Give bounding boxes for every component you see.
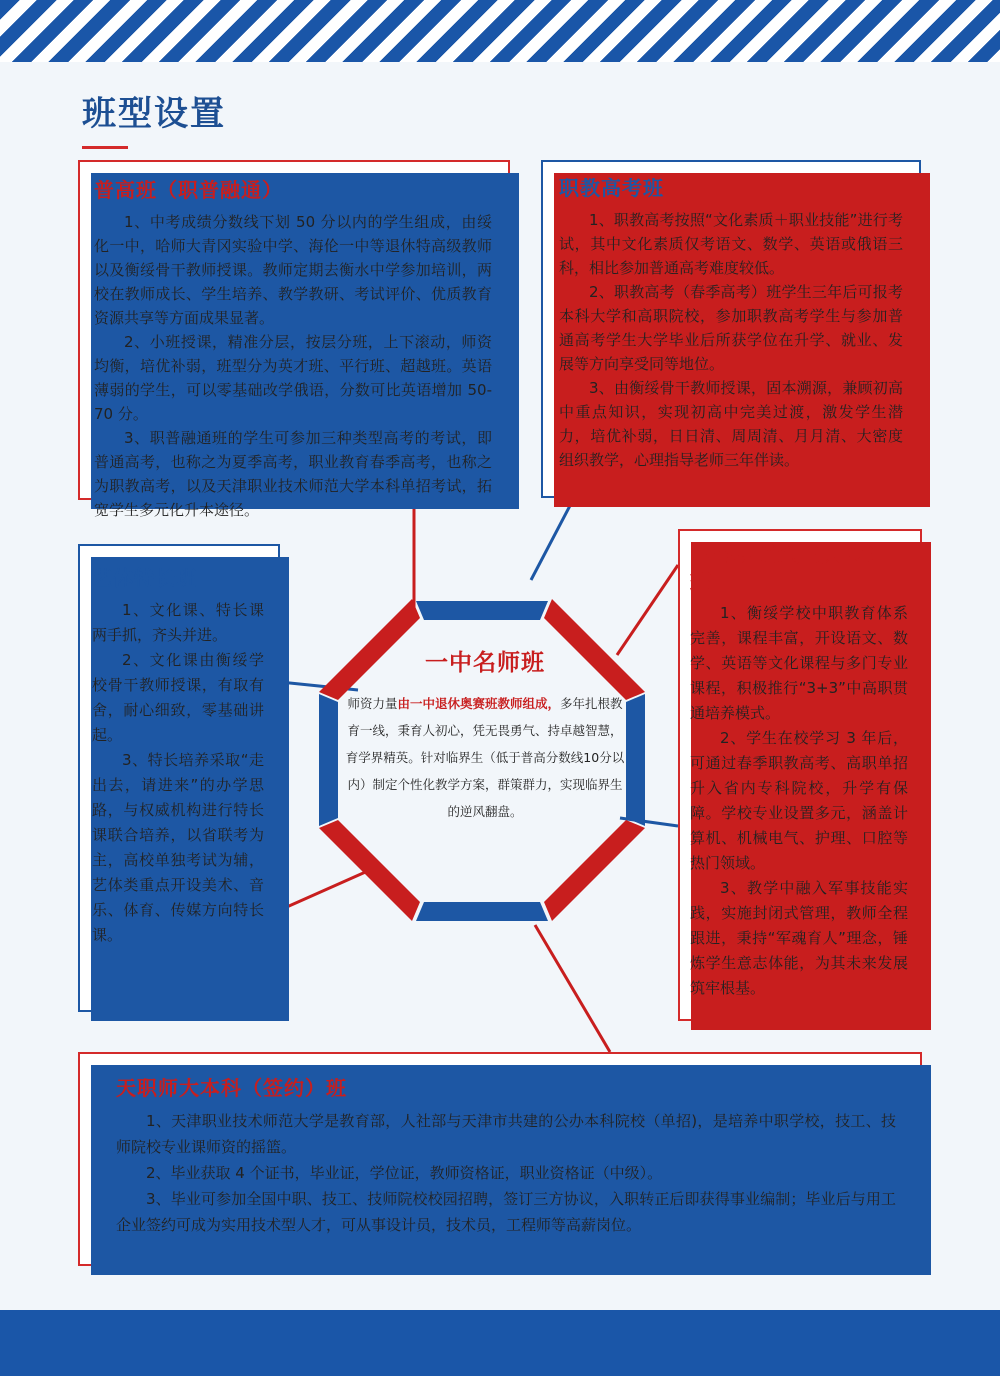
connector-line-right-upper xyxy=(617,565,678,655)
octagon-segment-bottom xyxy=(416,902,548,921)
zhong-gao-paragraph-2: 2、学生在校学习 3 年后，可通过春季职教高考、高职单招升入省内专科院校，升学有保障。学校专业设置多元，涵盖计算机、机械电气、护理、口腔等热门领域。 xyxy=(690,729,908,872)
yi-ti-paragraph-1: 1、文化课、特长课两手抓，齐头并进。 xyxy=(92,601,264,644)
center-text-prefix: 师资力量 xyxy=(347,696,398,711)
octagon-segment-right xyxy=(626,694,645,826)
zhi-jiao-class-box xyxy=(541,160,921,498)
pu-gao-class-title: 普高班（职普融通） xyxy=(94,178,283,202)
zhong-gao-paragraph-1: 1、衡绥学校中职教育体系完善，课程丰富，开设语文、数学、英语等文化课程与多门专业课程，积极推行“3+3”中高职贯通培养模式。 xyxy=(690,604,908,722)
yi-ti-paragraph-3: 3、特长培养采取“走出去，请进来”的办学思路，与权威机构进行特长课联合培养，以省联考为主，高校单独考试为辅，艺体类重点开设美术、音乐、体育、传媒方向特长课。 xyxy=(92,751,264,944)
zhong-gao-class-box xyxy=(678,529,922,1021)
zhong-gao-class-title: 中高职贯通（大专）班 xyxy=(690,542,888,595)
pu-gao-paragraph-1: 1、中考成绩分数线下划 50 分以内的学生组成，由绥化一中，哈师大青冈实验中学、海伦一中等退休特高级教师以及衡绥骨干教师授课。教师定期去衡水中学参加培训，两校在教师成长、学生培养、教学教研、考试评价、优质教育资源共享等方面成果显著。 xyxy=(94,213,492,327)
yi-ti-class-box xyxy=(78,544,280,1012)
octagon-segment-bottom-right xyxy=(544,820,645,921)
zhi-jiao-class-title: 职教高考班 xyxy=(559,176,664,200)
bottom-blue-bar xyxy=(0,1310,1000,1376)
connector-line-bottom-left xyxy=(280,870,370,910)
tian-zhi-class-title: 天职师大本科（签约）班 xyxy=(116,1076,347,1100)
connector-line-top-right xyxy=(531,498,574,580)
octagon-segment-left xyxy=(319,694,338,826)
connector-line-bottom-right xyxy=(535,925,610,1052)
tian-zhi-paragraph-3: 3、毕业可参加全国中职、技工、技师院校校园招聘，签订三方协议，入职转正后即获得事业编制；毕业后与用工企业签约可成为实用技术型人才，可从事设计员，技术员，工程师等高薪岗位。 xyxy=(116,1190,896,1234)
center-title: 一中名师班 xyxy=(425,649,545,676)
zhi-jiao-paragraph-1: 1、职教高考按照“文化素质＋职业技能”进行考试，其中文化素质仅考语文、数学、英语或俄语三科，相比参加普通高考难度较低。 xyxy=(559,211,903,277)
pu-gao-paragraph-2: 2、小班授课，精准分层，按层分班，上下滚动，师资均衡，培优补弱，班型分为英才班、平行班、超越班。英语薄弱的学生，可以零基础改学俄语，分数可比英语增加 50-70 分。 xyxy=(94,333,492,423)
octagon-segment-top xyxy=(416,601,548,620)
yi-ti-paragraph-2: 2、文化课由衡绥学校骨干教师授课，有取有舍，耐心细致，零基础讲起。 xyxy=(92,651,264,744)
tian-zhi-class-box xyxy=(78,1052,922,1266)
zhong-gao-paragraph-3: 3、教学中融入军事技能实践，实施封闭式管理，教师全程跟进，秉持“军魂育人”理念，锤炼学生意志体能，为其未来发展筑牢根基。 xyxy=(690,879,908,997)
tian-zhi-paragraph-1: 1、天津职业技术师范大学是教育部，人社部与天津市共建的公办本科院校（单招)，是培养中职学校，技工、技师院校专业课师资的摇篮。 xyxy=(116,1112,896,1156)
zhi-jiao-paragraph-2: 2、职教高考（春季高考）班学生三年后可报考本科大学和高职院校，参加职教高考学生与参加普通高考学生大学毕业后所获学位在升学、就业、发展等方向享受同等地位。 xyxy=(559,283,903,373)
tian-zhi-paragraph-2: 2、毕业获取 4 个证书，毕业证，学位证，教师资格证，职业资格证（中级）。 xyxy=(146,1164,663,1182)
octagon-segment-bottom-left xyxy=(319,820,420,921)
center-description xyxy=(342,690,628,825)
page-title: 班型设置 xyxy=(82,94,226,134)
zhi-jiao-paragraph-3: 3、由衡绥骨干教师授课，固本溯源，兼顾初高中重点知识，实现初高中完美过渡，激发学生潜力，培优补弱，日日清、周周清、月月清、大密度组织教学，心理指导老师三年伴读。 xyxy=(559,379,903,469)
yi-ti-class-title: 艺体特长班 xyxy=(92,566,197,590)
pu-gao-class-box xyxy=(78,160,510,519)
center-text-highlight: 由一中退休奥赛班教师组成， xyxy=(397,696,560,711)
pu-gao-paragraph-3: 3、职普融通班的学生可参加三种类型高考的考试，即普通高考，也称之为夏季高考，职业教育春季高考，也称之为职教高考，以及天津职业技术师范大学本科单招考试，拓宽学生多元化升本途径。 xyxy=(94,429,492,519)
center-text-rest: 多年扎根教育一线，秉育人初心，凭无畏勇气、持卓越智慧，育学界精英。针对临界生（低于普高分数线10分以内）制定个性化教学方案，群策群力，实现临界生的逆风翻盘。 xyxy=(345,696,625,819)
